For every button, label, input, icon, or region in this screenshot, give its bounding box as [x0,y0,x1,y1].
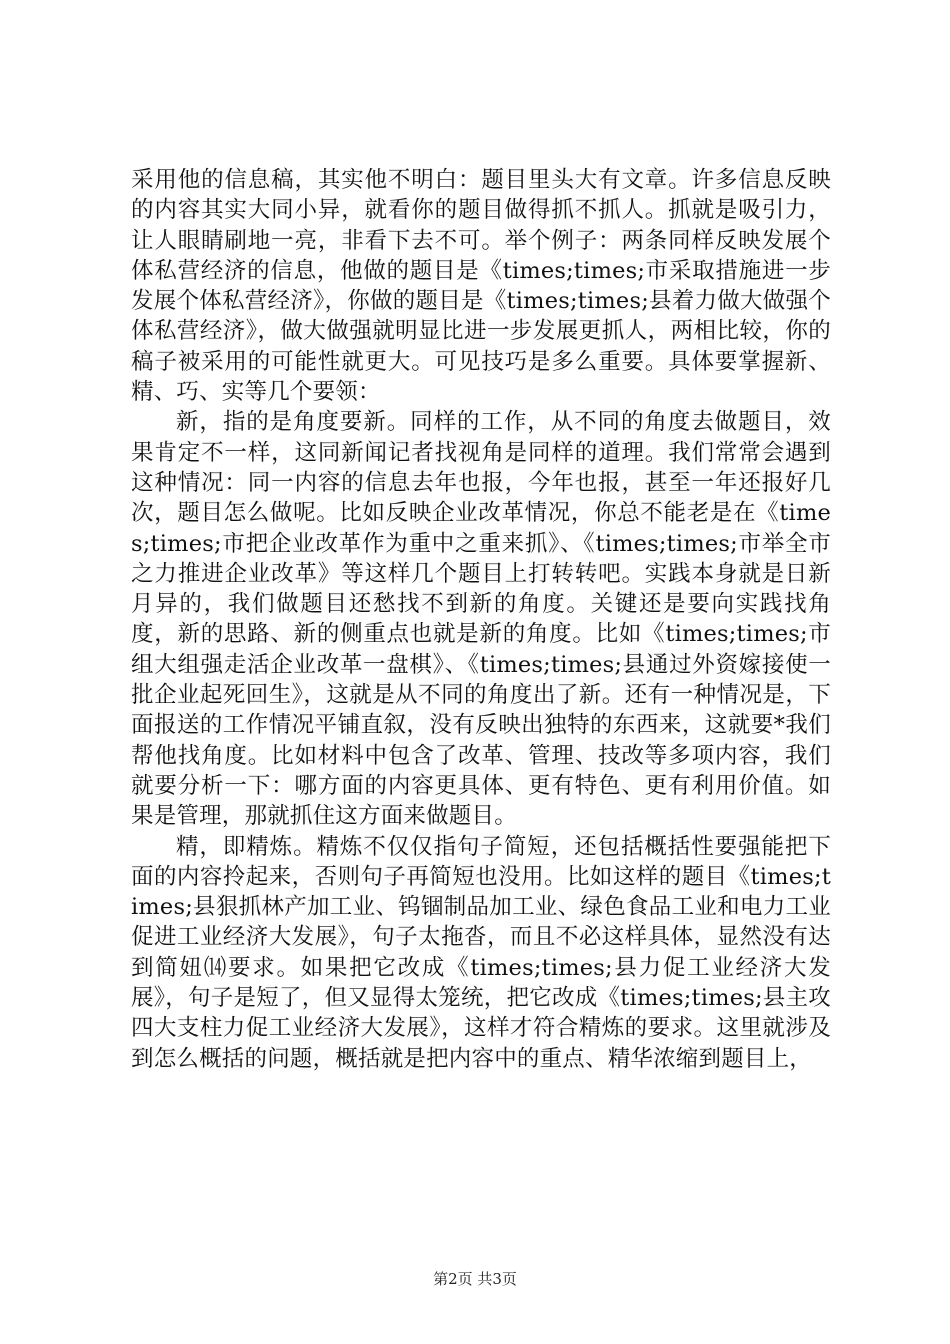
document-body [131,165,831,1074]
page-number-footer: 第2页 共3页 [433,1270,517,1288]
paragraph-jing: 精，即精炼。精炼不仅仅指句子简短，还包括概括性要强能把下面的内容拎起来，否则句子再简短也没用。比如这样的题目《times;times;县狠抓林产加工业、钨锢制品加工业、绿色食品工业和电力工业促进工业经济大发展》，句子太拖沓，而且不必这样具体，显然没有达到简妞⒁要求。如果把它改成《times;times;县力促工业经济大发展》，句子是短了，但又显得太笼统，把它改成《times;times;县主攻四大支柱力促工业经济大发展》，这样才符合精炼的要求。这里就涉及到怎么概括的问题，概括就是把内容中的重点、精华浓缩到题目上， [131,833,831,1072]
paragraph-xin: 新，指的是角度要新。同样的工作，从不同的角度去做题目，效果肯定不一样，这同新闻记者找视角是同样的道理。我们常常会遇到这种情况：同一内容的信息去年也报，今年也报，甚至一年还报好几次，题目怎么做呢。比如反映企业改革情况，你总不能老是在《times;times;市把企业改革作为重中之重来抓》、《times;times;市举全市之力推进企业改革》等这样几个题目上打转转吧。实践本身就是日新月异的，我们做题目还愁找不到新的角度。关键还是要向实践找角度，新的思路、新的侧重点也就是新的角度。比如《times;times;市组大组强走活企业改革一盘棋》、《times;times;县通过外资嫁接使一批企业起死回生》，这就是从不同的角度出了新。还有一种情况是，下面报送的工作情况平铺直叙，没有反映出独特的东西来，这就要*我们帮他找角度。比如材料中包含了改革、管理、技改等多项内容，我们就要分析一下：哪方面的内容更具体、更有特色、更有利用价值。如果是管理，那就抓住这方面来做题目。 [131,409,831,830]
paragraph-intro: 采用他的信息稿，其实他不明白：题目里头大有文章。许多信息反映的内容其实大同小异，就看你的题目做得抓不抓人。抓就是吸引力，让人眼睛刷地一亮，非看下去不可。举个例子：两条同样反映发展个体私营经济的信息，他做的题目是《times;times;市采取措施进一步发展个体私营经济》，你做的题目是《times;times;县着力做大做强个体私营经济》，做大做强就明显比进一步发展更抓人，两相比较，你的稿子被采用的可能性就更大。可见技巧是多么重要。具体要掌握新、精、巧、实等几个要领： [131,167,831,406]
